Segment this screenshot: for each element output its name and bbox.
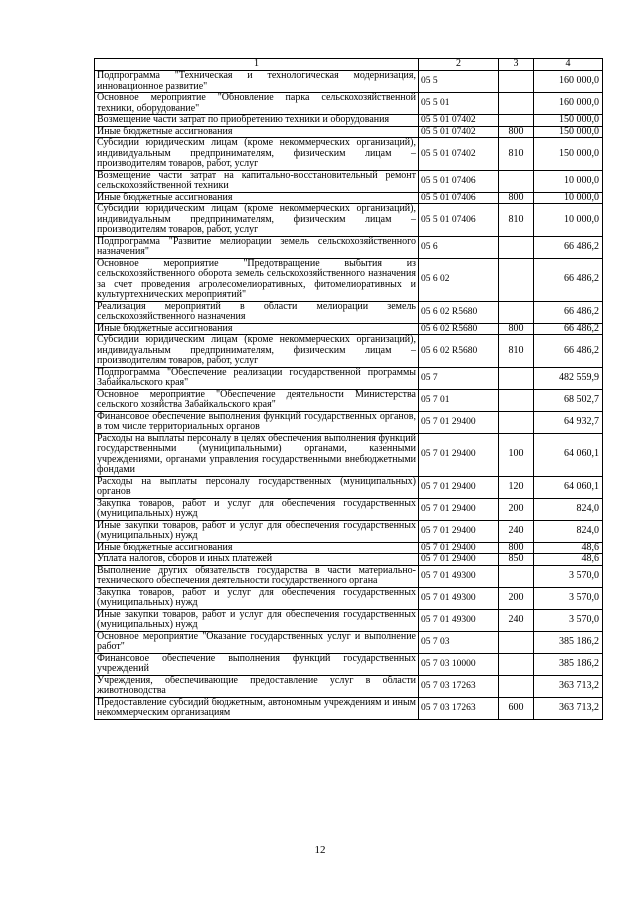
row-code: 05 7 01 29400 [419,476,499,498]
row-sum: 3 570,0 [534,565,603,587]
row-sum: 363 713,2 [534,675,603,697]
row-name: Основное мероприятие "Обновление парка сельскохозяйственной техники, оборудование" [95,93,419,115]
table-row [95,192,603,204]
row-type [499,93,534,115]
row-type: 120 [499,476,534,498]
table-row [95,411,603,433]
row-sum: 160 000,0 [534,93,603,115]
row-code: 05 7 01 [419,389,499,411]
row-sum: 64 932,7 [534,411,603,433]
row-sum: 10 000,0 [534,192,603,204]
row-name: Подпрограмма "Техническая и технологическая модернизация, инновационное развитие" [95,71,419,93]
row-type: 800 [499,192,534,204]
row-name: Расходы на выплаты персоналу государственных (муниципальных) органов [95,476,419,498]
row-name: Иные бюджетные ассигнования [95,323,419,335]
table-header-row [95,59,603,71]
row-type [499,71,534,93]
row-type: 810 [499,138,534,171]
row-name: Закупка товаров, работ и услуг для обеспечения государственных (муниципальных) нужд [95,587,419,609]
row-code: 05 5 [419,71,499,93]
table-row [95,170,603,192]
row-code: 05 7 03 17263 [419,675,499,697]
row-type [499,565,534,587]
row-code: 05 6 02 R5680 [419,335,499,368]
row-name: Основное мероприятие "Предотвращение выбытия из сельскохозяйственного оборота земель сельскохозяйственного назначения за счет проведения агролесомелиоративных, фитомелиоративных и культуртехнических мероприятий" [95,258,419,301]
header-col-code: 2 [419,59,499,71]
row-code: 05 5 01 07402 [419,115,499,127]
row-sum: 48,6 [534,554,603,566]
row-code: 05 7 03 10000 [419,653,499,675]
table-row [95,675,603,697]
row-type: 810 [499,335,534,368]
row-code: 05 7 01 49300 [419,609,499,631]
row-sum: 150 000,0 [534,138,603,171]
budget-table [94,58,603,720]
row-name: Реализация мероприятий в области мелиорации земель сельскохозяйственного назначения [95,301,419,323]
row-sum: 363 713,2 [534,697,603,719]
row-name: Иные бюджетные ассигнования [95,542,419,554]
table-row [95,476,603,498]
row-sum: 160 000,0 [534,71,603,93]
table-row [95,498,603,520]
row-type: 240 [499,520,534,542]
row-type: 810 [499,204,534,237]
row-name: Возмещение части затрат на капитально-восстановительный ремонт сельскохозяйственной техники [95,170,419,192]
row-type: 200 [499,587,534,609]
row-name: Предоставление субсидий бюджетным, автономным учреждениям и иным некоммерческим организациям [95,697,419,719]
row-name: Закупка товаров, работ и услуг для обеспечения государственных (муниципальных) нужд [95,498,419,520]
row-code: 05 5 01 07406 [419,192,499,204]
row-code: 05 6 02 [419,258,499,301]
row-name: Иные закупки товаров, работ и услуг для обеспечения государственных (муниципальных) нужд [95,609,419,631]
row-name: Субсидии юридическим лицам (кроме некоммерческих организаций), индивидуальным предпринимателям, физическим лицам – производителям товаров, работ, услуг [95,204,419,237]
table-row [95,126,603,138]
row-type [499,115,534,127]
row-type [499,653,534,675]
row-code: 05 7 01 29400 [419,542,499,554]
table-row [95,653,603,675]
table-row [95,565,603,587]
row-type [499,301,534,323]
table-row [95,204,603,237]
row-name: Основное мероприятие "Обеспечение деятельности Министерства сельского хозяйства Забайкальского края" [95,389,419,411]
table-row [95,389,603,411]
row-sum: 66 486,2 [534,236,603,258]
table-row [95,542,603,554]
row-code: 05 7 01 29400 [419,520,499,542]
row-name: Подпрограмма "Обеспечение реализации государственной программы Забайкальского края" [95,367,419,389]
row-type [499,631,534,653]
row-sum: 64 060,1 [534,433,603,476]
header-col-sum: 4 [534,59,603,71]
row-sum: 3 570,0 [534,587,603,609]
row-name: Иные закупки товаров, работ и услуг для обеспечения государственных (муниципальных) нужд [95,520,419,542]
row-code: 05 5 01 07406 [419,170,499,192]
table-row [95,609,603,631]
row-sum: 824,0 [534,498,603,520]
row-sum: 66 486,2 [534,335,603,368]
row-name: Финансовое обеспечение выполнения функций государственных учреждений [95,653,419,675]
row-sum: 68 502,7 [534,389,603,411]
row-code: 05 7 [419,367,499,389]
table-row [95,433,603,476]
row-name: Выполнение других обязательств государства в части материально-технического обеспечения деятельности государственного органа [95,565,419,587]
row-type: 240 [499,609,534,631]
row-type [499,236,534,258]
header-col-name: 1 [95,59,419,71]
row-type [499,675,534,697]
table-row [95,335,603,368]
header-col-type: 3 [499,59,534,71]
table-row [95,554,603,566]
row-code: 05 6 [419,236,499,258]
table-row [95,301,603,323]
row-sum: 48,6 [534,542,603,554]
row-sum: 64 060,1 [534,476,603,498]
row-sum: 66 486,2 [534,323,603,335]
table-row [95,697,603,719]
row-name: Субсидии юридическим лицам (кроме некоммерческих организаций), индивидуальным предпринимателям, физическим лицам – производителям товаров, работ, услуг [95,335,419,368]
row-sum: 385 186,2 [534,653,603,675]
row-code: 05 7 03 [419,631,499,653]
row-type: 100 [499,433,534,476]
row-type: 600 [499,697,534,719]
row-type [499,389,534,411]
table-row [95,138,603,171]
row-name: Иные бюджетные ассигнования [95,192,419,204]
row-code: 05 6 02 R5680 [419,323,499,335]
row-sum: 482 559,9 [534,367,603,389]
row-code: 05 7 01 29400 [419,411,499,433]
row-type: 800 [499,542,534,554]
table-row [95,93,603,115]
row-sum: 385 186,2 [534,631,603,653]
table-row [95,367,603,389]
row-name: Учреждения, обеспечивающие предоставление услуг в области животноводства [95,675,419,697]
row-type: 800 [499,126,534,138]
row-name: Финансовое обеспечение выполнения функций государственных органов, в том числе территориальных органов [95,411,419,433]
row-name: Расходы на выплаты персоналу в целях обеспечения выполнения функций государственными (муниципальными) органами, казенными учреждениями, органами управления государственными внебюджетными фондами [95,433,419,476]
row-name: Иные бюджетные ассигнования [95,126,419,138]
row-sum: 824,0 [534,520,603,542]
row-code: 05 5 01 07406 [419,204,499,237]
row-type [499,170,534,192]
table-row [95,258,603,301]
table-row [95,115,603,127]
row-name: Возмещение части затрат по приобретению техники и оборудования [95,115,419,127]
row-code: 05 5 01 07402 [419,138,499,171]
row-code: 05 6 02 R5680 [419,301,499,323]
row-code: 05 7 01 29400 [419,498,499,520]
row-type [499,411,534,433]
row-code: 05 7 03 17263 [419,697,499,719]
row-name: Субсидии юридическим лицам (кроме некоммерческих организаций), индивидуальным предпринимателям, физическим лицам – производителям товаров, работ, услуг [95,138,419,171]
row-name: Основное мероприятие "Оказание государственных услуг и выполнение работ" [95,631,419,653]
row-name: Подпрограмма "Развитие мелиорации земель сельскохозяйственного назначения" [95,236,419,258]
table-row [95,520,603,542]
table-row [95,236,603,258]
table-row [95,587,603,609]
row-code: 05 7 01 49300 [419,587,499,609]
row-sum: 3 570,0 [534,609,603,631]
row-sum: 66 486,2 [534,258,603,301]
row-sum: 150 000,0 [534,115,603,127]
table-row [95,71,603,93]
row-sum: 10 000,0 [534,170,603,192]
row-code: 05 7 01 29400 [419,433,499,476]
row-type [499,367,534,389]
row-sum: 150 000,0 [534,126,603,138]
row-code: 05 5 01 [419,93,499,115]
row-type: 850 [499,554,534,566]
table-row [95,631,603,653]
row-sum: 66 486,2 [534,301,603,323]
row-code: 05 7 01 49300 [419,565,499,587]
row-sum: 10 000,0 [534,204,603,237]
table-body [95,59,603,720]
row-name: Уплата налогов, сборов и иных платежей [95,554,419,566]
row-code: 05 5 01 07402 [419,126,499,138]
page-number: 12 [314,844,326,856]
row-type [499,258,534,301]
row-type: 800 [499,323,534,335]
table-row [95,323,603,335]
row-code: 05 7 01 29400 [419,554,499,566]
row-type: 200 [499,498,534,520]
